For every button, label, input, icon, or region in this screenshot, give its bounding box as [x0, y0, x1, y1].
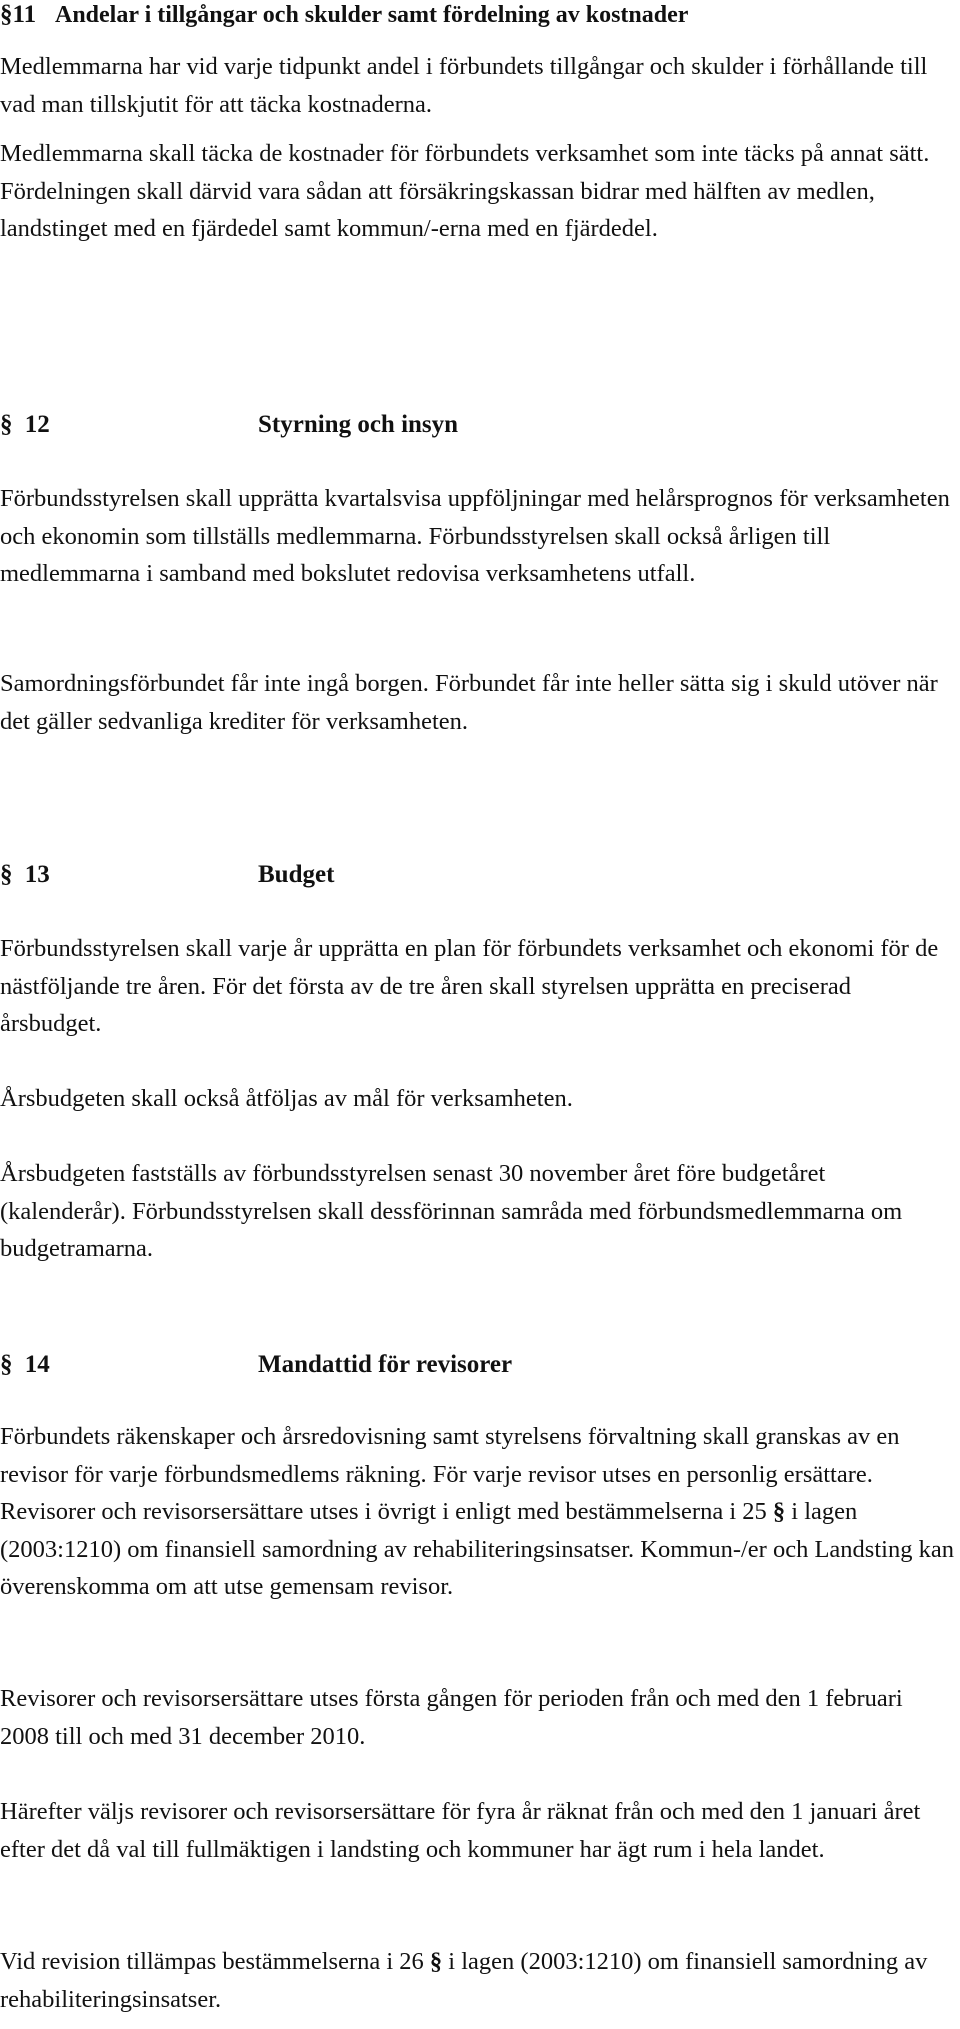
section-13-paragraph-2: Årsbudgeten skall också åtföljas av mål för verksamheten.: [0, 1085, 573, 1112]
section-title: Andelar i tillgångar och skulder samt fördelning av kostnader: [55, 2, 689, 28]
section-symbol: §: [0, 411, 13, 438]
section-11-paragraph-2: Medlemmarna skall täcka de kostnader för förbundets verksamhet som inte täcks på annat sätt. Fördelningen skall därvid vara sådan att försäkringskassan bidrar med hälften av medlen, landstinget med en fjärdedel samt kommun/-erna med en fjärdedel.: [0, 140, 930, 242]
section-symbol: §: [0, 861, 13, 888]
section-12-paragraph-1: Förbundsstyrelsen skall upprätta kvartalsvisa uppföljningar med helårsprognos för verksamheten och ekonomin som tillställs medlemmarna. Förbundsstyrelsen skall också årligen till medlemmarna i samband med bokslutet redovisa verksamhetens utfall.: [0, 485, 950, 587]
section-12-heading: [0, 410, 459, 440]
section-12-paragraph-2: Samordningsförbundet får inte ingå borgen. Förbundet får inte heller sätta sig i skuld utöver när det gäller sedvanliga krediter för verksamheten.: [0, 670, 938, 735]
section-title: Mandattid för revisorer: [258, 1351, 513, 1378]
section-symbol: §: [0, 1, 13, 28]
paragraph-text: i lagen (2003:1210) om finansiell samordning av rehabiliteringsinsatser.: [0, 1948, 928, 2013]
section-11-paragraph-1: Medlemmarna har vid varje tidpunkt andel i förbundets tillgångar och skulder i förhållande till vad man tillskjutit för att täcka kostnaderna.: [0, 53, 928, 118]
section-14-heading: [0, 1350, 513, 1380]
section-number: 13: [24, 861, 50, 888]
section-14-paragraph-4: [0, 1943, 955, 2018]
section-title: Styrning och insyn: [258, 411, 459, 438]
section-14-paragraph-3: Härefter väljs revisorer och revisorsersättare för fyra år räknat från och med den 1 januari året efter det då val till fullmäktigen i landsting och kommuner har ägt rum i hela landet.: [0, 1798, 921, 1863]
section-13-paragraph-1: Förbundsstyrelsen skall varje år upprätta en plan för förbundets verksamhet och ekonomi för de nästföljande tre åren. För det första av de tre åren skall styrelsen upprätta en preciserad årsbudget.: [0, 935, 939, 1037]
section-13-paragraph-3: Årsbudgeten fastställs av förbundsstyrelsen senast 30 november året före budgetåret (kalenderår). Förbundsstyrelsen skall dessförinnan samråda med förbundsmedlemmarna om budgetramarna.: [0, 1160, 903, 1262]
section-number: 14: [24, 1351, 50, 1378]
section-symbol-inline: §: [429, 1948, 443, 1975]
section-number: 11: [12, 1, 37, 28]
paragraph-text: i lagen (2003:1210) om finansiell samordning av rehabiliteringsinsatser. Kommun-/er och Landsting kan överenskomma om att utse gemensam revisor.: [0, 1498, 954, 1600]
paragraph-text: Vid revision tillämpas bestämmelserna i 26: [0, 1948, 430, 1975]
section-number: 12: [24, 411, 50, 438]
section-title: Budget: [258, 861, 335, 888]
section-symbol: §: [0, 1351, 13, 1378]
section-11-heading: [0, 0, 689, 30]
section-14-paragraph-2: Revisorer och revisorsersättare utses första gången för perioden från och med den 1 februari 2008 till och med 31 december 2010.: [0, 1685, 903, 1750]
section-symbol-inline: §: [772, 1498, 786, 1525]
paragraph-text: Förbundets räkenskaper och årsredovisning samt styrelsens förvaltning skall granskas av en revisor för varje förbundsmedlems räkning. För varje revisor utses en personlig ersättare. Revisorer och revisorsersättare utses i övrigt i enligt med bestämmelserna i 25: [0, 1423, 900, 1525]
section-14-paragraph-1: [0, 1418, 955, 1606]
section-13-heading: [0, 860, 335, 890]
